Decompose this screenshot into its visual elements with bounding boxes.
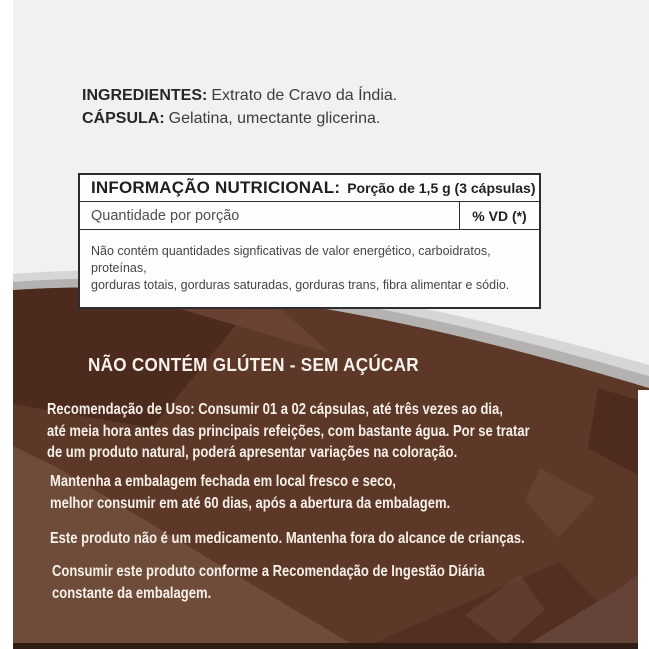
note-line-1: Não contém quantidades signficativas de valor energético, carboidratos, proteínas, [91, 244, 491, 275]
nutrition-table-header-row [80, 202, 539, 230]
note-line-2: gorduras totais, gorduras saturadas, gorduras trans, fibra alimentar e sódio. [91, 278, 510, 292]
nutrition-table [78, 173, 541, 309]
intake-line-2: constante da embalagem. [52, 584, 212, 602]
ingredients-heading: INGREDIENTES: [82, 87, 208, 104]
recommendation-line-1: Recomendação de Uso: Consumir 01 a 02 cápsulas, até três vezes ao dia, [47, 401, 503, 418]
storage-line-2: melhor consumir em até 60 dias, após a abertura da embalagem. [50, 494, 451, 512]
daily-intake-note [52, 561, 485, 604]
usage-recommendation [47, 399, 530, 464]
gluten-sugar-claim: NÃO CONTÉM GLÚTEN - SEM AÇÚCAR [88, 355, 419, 375]
storage-line-1: Mantenha a embalagem fechada em local fresco e seco, [50, 473, 396, 490]
nutrition-table-title: INFORMAÇÃO NUTRICIONAL: [91, 178, 341, 197]
quantity-header-cell: Quantidade por porção [91, 207, 240, 224]
left-white-strip [0, 0, 13, 649]
ingredients-block [82, 84, 397, 130]
capsule-value: Gelatina, umectante glicerina. [168, 110, 381, 127]
capsule-line [82, 107, 397, 130]
medication-warning: Este produto não é um medicamento. Mantenha fora do alcance de crianças. [50, 530, 525, 547]
daily-value-header-cell: % VD (*) [459, 202, 539, 229]
recommendation-line-3: de um produto natural, poderá apresentar variações na coloração. [47, 444, 458, 461]
recommendation-line-2: até meia hora antes das principais refeições, com bastante água. Por se tratar [47, 422, 530, 440]
capsule-heading: CÁPSULA: [82, 110, 165, 127]
ingredients-line [82, 84, 397, 107]
intake-line-1: Consumir este produto conforme a Recomendação de Ingestão Diária [52, 563, 485, 580]
bottom-edge-strip [13, 643, 638, 649]
nutrition-table-note [80, 230, 539, 307]
storage-instructions [50, 471, 450, 514]
nutrition-table-title-row [80, 175, 539, 202]
right-white-strip [638, 390, 649, 649]
ingredients-value: Extrato de Cravo da Índia. [211, 87, 398, 104]
nutrition-table-portion: Porção de 1,5 g (3 cápsulas) [347, 180, 536, 196]
